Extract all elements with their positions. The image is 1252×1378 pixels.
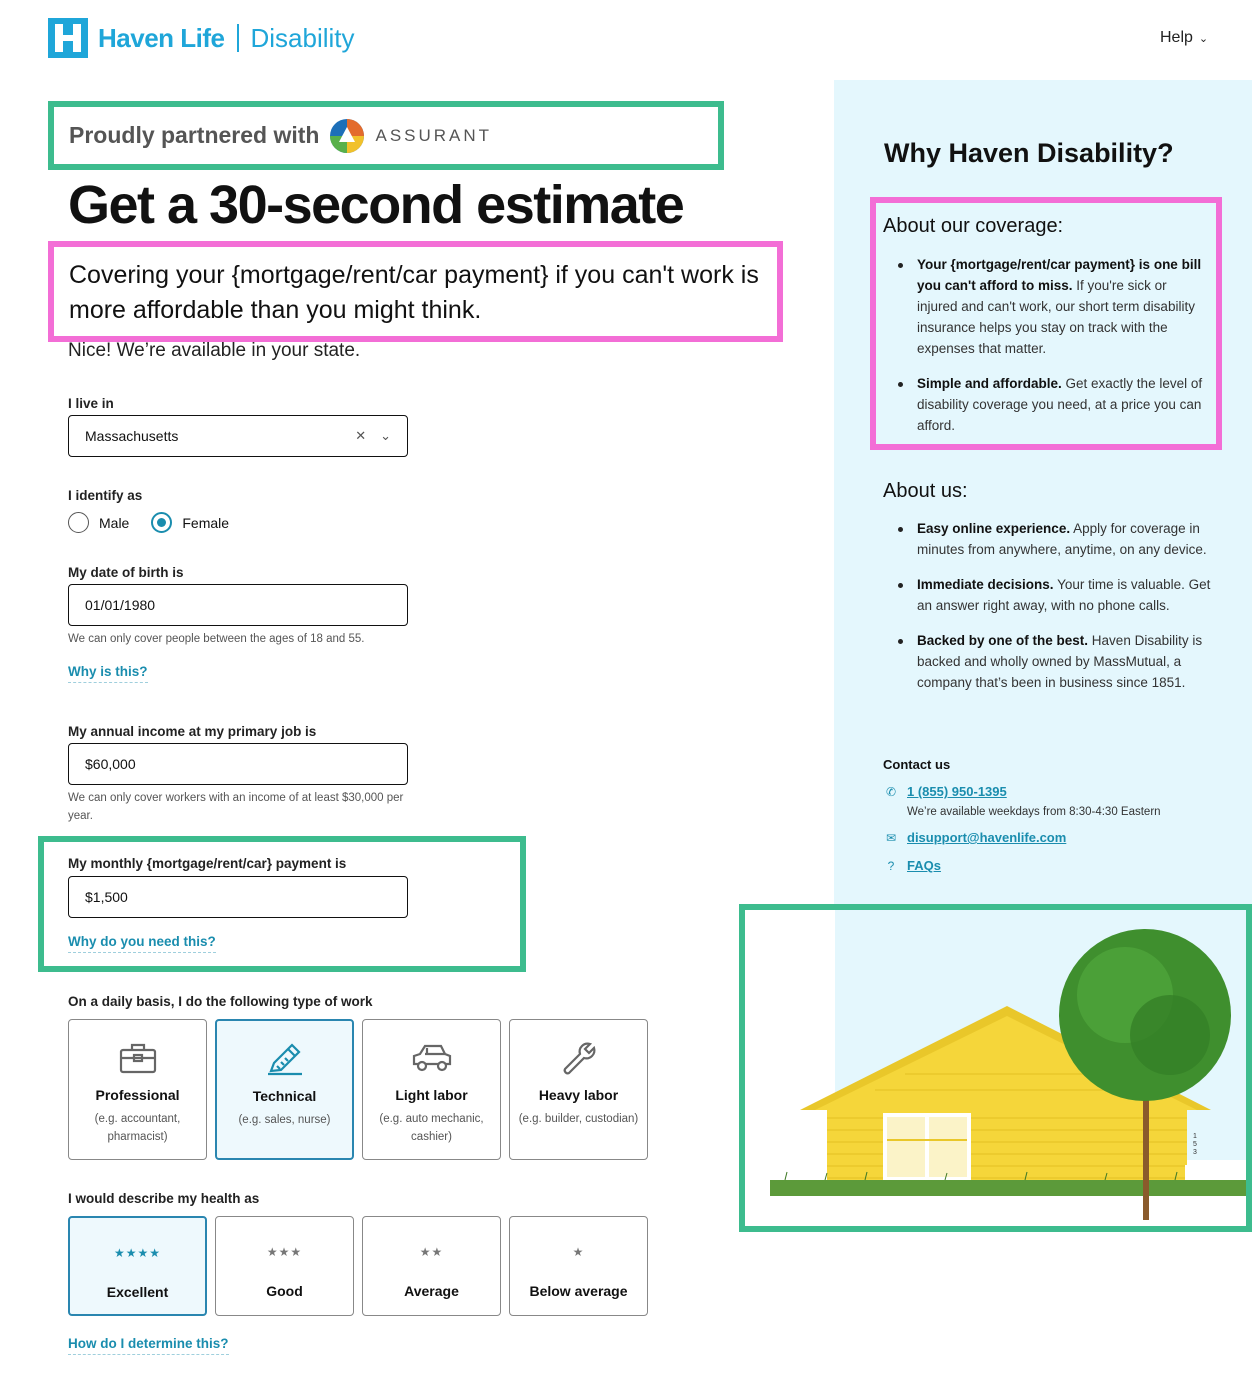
house-number-3: 3 <box>1193 1149 1197 1156</box>
bullet-text: If you're sick or injured and can't work, our short term disability insurance helps you stay on track with the expenses that matter. <box>917 278 1195 356</box>
list-item <box>883 630 1213 693</box>
work-option-technical[interactable] <box>215 1019 354 1160</box>
work-option-light-labor[interactable] <box>362 1019 501 1160</box>
how-determine-health-link[interactable]: How do I determine this? <box>68 1336 229 1355</box>
dob-label: My date of birth is <box>68 565 184 580</box>
why-do-you-need-this-link[interactable]: Why do you need this? <box>68 934 216 953</box>
help-menu-button[interactable] <box>1160 29 1208 47</box>
stars-icon: ★★★★ <box>113 1246 162 1260</box>
work-label: On a daily basis, I do the following type of work <box>68 994 373 1009</box>
work-type-options <box>68 1019 648 1160</box>
payment-input[interactable] <box>68 876 408 918</box>
health-option-excellent[interactable] <box>68 1216 207 1316</box>
state-value: Massachusetts <box>85 428 179 444</box>
dob-hint: We can only cover people between the ages of 18 and 55. <box>68 633 365 645</box>
health-option-title: Below average <box>529 1283 628 1299</box>
health-label: I would describe my health as <box>68 1191 260 1206</box>
income-value: $60,000 <box>85 756 136 772</box>
bullet-bold: Immediate decisions. <box>917 577 1054 592</box>
pencil-ruler-icon <box>266 1041 304 1077</box>
income-hint: We can only cover workers with an income of at least $30,000 per year. <box>68 792 404 822</box>
house-number-5: 5 <box>1193 1141 1197 1148</box>
brand-divider <box>237 24 239 52</box>
stars-icon: ★★ <box>419 1245 444 1259</box>
list-item <box>883 254 1208 359</box>
partner-text: Proudly partnered with <box>69 122 320 148</box>
radio-label: Male <box>99 514 130 531</box>
income-input[interactable] <box>68 743 408 785</box>
state-label: I live in <box>68 396 114 411</box>
bullet-bold: Backed by one of the best. <box>917 633 1089 648</box>
page-title: Get a 30-second estimate <box>68 175 684 235</box>
work-option-desc: (e.g. accountant, pharmacist) <box>94 1113 181 1143</box>
payment-value: $1,500 <box>85 889 128 905</box>
health-option-below-average[interactable] <box>509 1216 648 1316</box>
brand-name: Haven Life <box>98 22 225 53</box>
partner-name: ASSURANT <box>375 125 493 145</box>
about-title: About us: <box>883 480 968 502</box>
work-option-heavy-labor[interactable] <box>509 1019 648 1160</box>
bullet-bold: Easy online experience. <box>917 521 1071 536</box>
bullet-text: Apply for coverage in minutes from anywhere, anytime, on any device. <box>917 521 1207 557</box>
health-options <box>68 1216 648 1316</box>
coverage-title: About our coverage: <box>883 215 1064 237</box>
list-item <box>883 574 1213 616</box>
bullet-text: Haven Disability is backed and wholly owned by MassMutual, a company that’s been in business since 1851. <box>917 633 1203 690</box>
gender-label: I identify as <box>68 488 143 503</box>
list-item <box>883 373 1208 436</box>
health-option-title: Excellent <box>106 1284 169 1300</box>
car-icon <box>411 1040 453 1076</box>
gender-radio-group <box>68 512 251 533</box>
bullet-text: Get exactly the level of disability coverage you need, at a price you can afford. <box>917 376 1203 433</box>
gender-option-female[interactable] <box>151 512 229 533</box>
assurant-logo <box>329 118 492 154</box>
chevron-down-icon[interactable]: ⌄ <box>380 428 391 443</box>
radio-label: Female <box>182 514 230 531</box>
dob-value: 01/01/1980 <box>85 597 156 613</box>
contact-faq-row <box>885 858 941 873</box>
stars-icon: ★★★ <box>266 1245 303 1259</box>
coverage-list <box>883 254 1208 450</box>
health-option-title: Average <box>404 1283 459 1299</box>
sidebar-title: Why Haven Disability? <box>884 138 1174 168</box>
work-option-title: Heavy labor <box>538 1087 619 1103</box>
haven-life-logo[interactable] <box>48 18 355 58</box>
gender-option-male[interactable] <box>68 512 129 533</box>
state-select[interactable] <box>68 415 408 457</box>
help-label: Help <box>1160 29 1193 46</box>
payment-label: My monthly {mortgage/rent/car} payment is <box>68 856 347 871</box>
chevron-down-icon: ⌄ <box>1198 32 1209 45</box>
house-tree-illustration <box>745 910 1246 1226</box>
partner-banner <box>48 101 724 170</box>
income-label: My annual income at my primary job is <box>68 724 317 739</box>
work-option-desc: (e.g. auto mechanic, cashier) <box>379 1113 484 1143</box>
page-subtitle: Covering your {mortgage/rent/car payment} if you can't work is more affordable than you might think. <box>48 241 783 342</box>
work-option-desc: (e.g. builder, custodian) <box>518 1113 639 1125</box>
stars-icon: ★ <box>572 1245 585 1259</box>
house-number-1: 1 <box>1193 1133 1197 1140</box>
work-option-title: Technical <box>252 1088 317 1104</box>
assurant-logo-icon <box>329 118 365 154</box>
contact-title: Contact us <box>883 757 951 772</box>
health-option-title: Good <box>266 1283 303 1299</box>
about-list <box>883 518 1213 707</box>
radio-button-selected[interactable] <box>151 512 172 533</box>
contact-phone-row <box>885 784 1007 799</box>
phone-link[interactable]: 1 (855) 950-1395 <box>907 784 1007 799</box>
availability-message: Nice! We’re available in your state. <box>68 340 361 361</box>
house-illustration-box <box>739 904 1252 1232</box>
work-option-title: Light labor <box>395 1087 468 1103</box>
email-link[interactable]: disupport@havenlife.com <box>907 830 1067 845</box>
bullet-bold: Simple and affordable. <box>917 376 1062 391</box>
health-option-good[interactable] <box>215 1216 354 1316</box>
haven-logo-mark-icon <box>48 18 88 58</box>
contact-email-row <box>885 830 1066 845</box>
product-name: Disability <box>250 22 355 53</box>
phone-hours-note: We’re available weekdays from 8:30-4:30 Eastern <box>907 806 1161 818</box>
bullet-bold: Your {mortgage/rent/car payment} is one bill you can't afford to miss. <box>917 257 1202 293</box>
work-option-desc: (e.g. sales, nurse) <box>238 1114 331 1126</box>
why-is-this-link[interactable]: Why is this? <box>68 664 148 683</box>
work-option-title: Professional <box>95 1087 180 1103</box>
briefcase-icon <box>119 1040 157 1076</box>
list-item <box>883 518 1213 560</box>
question-icon: ? <box>887 858 895 873</box>
phone-icon: ✆ <box>885 784 897 799</box>
bullet-text: Your time is valuable. Get an answer right away, with no phone calls. <box>917 577 1211 613</box>
work-option-professional[interactable] <box>68 1019 207 1160</box>
clear-icon[interactable]: ✕ <box>355 428 367 443</box>
radio-button[interactable] <box>68 512 89 533</box>
wrench-icon <box>560 1040 598 1076</box>
dob-input[interactable] <box>68 584 408 626</box>
faq-link[interactable]: FAQs <box>907 858 941 873</box>
health-option-average[interactable] <box>362 1216 501 1316</box>
mail-icon: ✉ <box>885 830 897 845</box>
